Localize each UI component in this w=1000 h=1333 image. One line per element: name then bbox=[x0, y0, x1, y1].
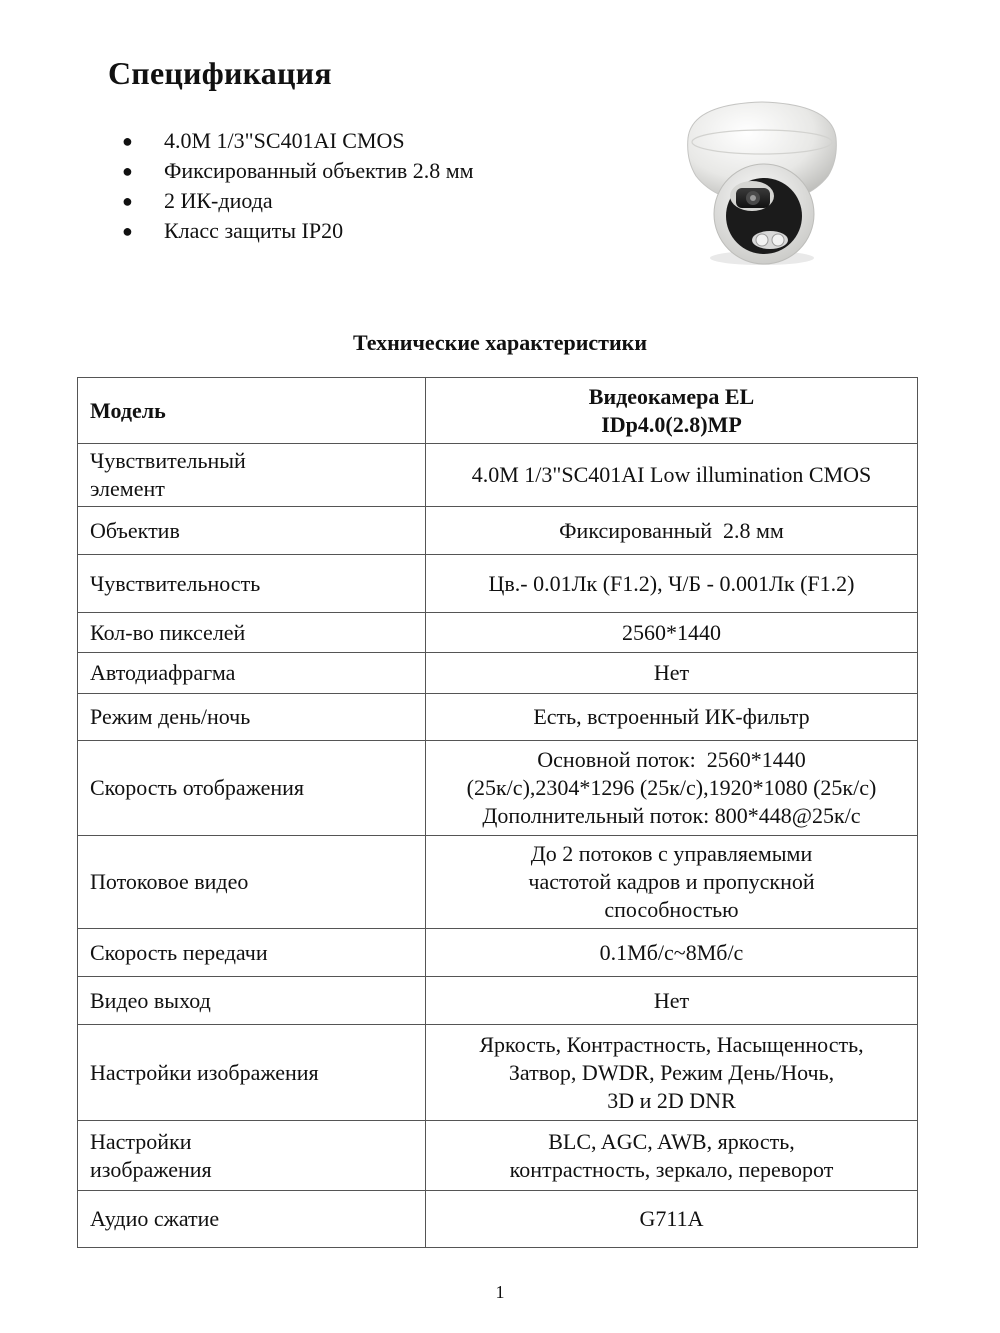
row-value-line: G711A bbox=[639, 1206, 704, 1231]
row-label-cell bbox=[78, 1191, 426, 1248]
table-header-row bbox=[78, 378, 918, 444]
row-value-line: BLC, AGC, AWB, яркость, bbox=[548, 1128, 795, 1154]
row-label-cell bbox=[78, 977, 426, 1025]
feature-text: 4.0M 1/3"SC401AI CMOS bbox=[164, 128, 405, 153]
row-label-line: Объектив bbox=[90, 517, 180, 543]
row-label-line: Настройки bbox=[90, 1128, 192, 1154]
table-row bbox=[78, 555, 918, 613]
row-value-line: 2560*1440 bbox=[622, 619, 721, 645]
spec-title: Спецификация bbox=[108, 55, 332, 91]
row-label-cell bbox=[78, 613, 426, 653]
row-value-line: Дополнительный поток: 800*448@25к/с bbox=[482, 803, 861, 828]
row-value-cell bbox=[426, 555, 918, 613]
row-value-line: Затвор, DWDR, Режим День/Ночь, bbox=[508, 1059, 835, 1085]
row-value-line: Яркость, Контрастность, Насыщенность, bbox=[479, 1031, 864, 1057]
feature-text: Класс защиты IP20 bbox=[164, 218, 344, 243]
table-row bbox=[78, 613, 918, 653]
row-label-line: Скорость отображения bbox=[90, 775, 305, 800]
row-label-line: Потоковое видео bbox=[90, 869, 249, 894]
row-label-line: Аудио сжатие bbox=[90, 1206, 220, 1231]
row-value-line: Нет bbox=[653, 660, 690, 685]
row-label-cell bbox=[78, 1121, 426, 1191]
row-label-line: Настройки изображения bbox=[90, 1059, 319, 1085]
page-number: 1 bbox=[495, 1282, 505, 1302]
table-row bbox=[78, 929, 918, 977]
feature-item bbox=[0, 186, 474, 216]
row-label-line: Видео выход bbox=[90, 987, 211, 1013]
spec-table bbox=[77, 377, 918, 1248]
feature-text: 2 ИК-диода bbox=[164, 188, 273, 213]
row-value-cell bbox=[426, 613, 918, 653]
row-value-line: Нет bbox=[653, 987, 690, 1013]
row-value-cell bbox=[426, 836, 918, 929]
row-label-line: Скорость передачи bbox=[90, 939, 268, 965]
row-value-cell bbox=[426, 653, 918, 694]
row-label-line: Чувствительный bbox=[90, 448, 246, 473]
table-title: Технические характеристики bbox=[352, 330, 648, 355]
row-value-line: 0.1Мб/с~8Мб/с bbox=[599, 939, 744, 965]
bullet-icon: ● bbox=[122, 131, 133, 151]
bullet-icon: ● bbox=[122, 191, 133, 211]
header-value-line: IDp4.0(2.8)MP bbox=[601, 411, 742, 437]
header-value-cell bbox=[426, 378, 918, 444]
table-row bbox=[78, 1121, 918, 1191]
table-row bbox=[78, 1191, 918, 1248]
header-label-cell: Модель bbox=[78, 378, 426, 444]
row-value-line: способностью bbox=[604, 897, 739, 922]
bullet-icon: ● bbox=[122, 161, 133, 181]
row-label-line: изображения bbox=[90, 1156, 212, 1182]
feature-item bbox=[0, 126, 474, 156]
table-row bbox=[78, 977, 918, 1025]
row-value-cell bbox=[426, 444, 918, 507]
table-row bbox=[78, 836, 918, 929]
row-value-cell bbox=[426, 741, 918, 836]
table-row bbox=[78, 1025, 918, 1121]
row-value-line: До 2 потоков с управляемыми bbox=[530, 841, 813, 866]
table-row bbox=[78, 694, 918, 741]
row-value-line: Цв.- 0.01Лк (F1.2), Ч/Б - 0.001Лк (F1.2) bbox=[488, 570, 855, 596]
row-value-line: Основной поток: 2560*1440 bbox=[537, 747, 806, 772]
row-value-cell bbox=[426, 1121, 918, 1191]
feature-text: Фиксированный объектив 2.8 мм bbox=[164, 158, 474, 183]
row-label-line: Кол-во пикселей bbox=[90, 619, 246, 645]
row-label-cell bbox=[78, 929, 426, 977]
row-label-line: элемент bbox=[90, 476, 165, 501]
row-label-line: Режим день/ночь bbox=[90, 704, 251, 729]
row-value-line: 4.0M 1/3"SC401AI Low illumination CMOS bbox=[471, 462, 872, 487]
table-row bbox=[78, 444, 918, 507]
table-row bbox=[78, 653, 918, 694]
row-value-line: контрастность, зеркало, переворот bbox=[509, 1156, 834, 1182]
row-label-cell bbox=[78, 1025, 426, 1121]
row-value-line: частотой кадров и пропускной bbox=[528, 869, 815, 894]
row-value-line: Есть, встроенный ИК-фильтр bbox=[533, 704, 810, 729]
feature-item bbox=[0, 156, 474, 186]
row-label-cell bbox=[78, 741, 426, 836]
row-label-line: Чувствительность bbox=[90, 570, 261, 596]
feature-list bbox=[0, 126, 474, 246]
row-value-cell bbox=[426, 694, 918, 741]
row-label-cell bbox=[78, 444, 426, 507]
row-value-line: (25к/с),2304*1296 (25к/с),1920*1080 (25к/с) bbox=[466, 775, 877, 800]
row-value-cell bbox=[426, 929, 918, 977]
row-label-cell bbox=[78, 836, 426, 929]
table-row bbox=[78, 741, 918, 836]
row-value-line: Фиксированный 2.8 мм bbox=[559, 517, 784, 543]
bullet-icon: ● bbox=[122, 221, 133, 241]
row-label-cell bbox=[78, 555, 426, 613]
feature-item bbox=[0, 216, 474, 246]
row-value-line: 3D и 2D DNR bbox=[607, 1087, 736, 1113]
row-value-cell bbox=[426, 977, 918, 1025]
row-label-cell bbox=[78, 507, 426, 555]
row-label-cell bbox=[78, 694, 426, 741]
row-label-cell bbox=[78, 653, 426, 694]
row-value-cell bbox=[426, 507, 918, 555]
table-row bbox=[78, 507, 918, 555]
row-value-cell bbox=[426, 1191, 918, 1248]
row-label-line: Автодиафрагма bbox=[90, 660, 236, 685]
dome-camera-image bbox=[678, 98, 846, 268]
header-value-line: Видеокамера EL bbox=[588, 383, 755, 409]
row-value-cell bbox=[426, 1025, 918, 1121]
